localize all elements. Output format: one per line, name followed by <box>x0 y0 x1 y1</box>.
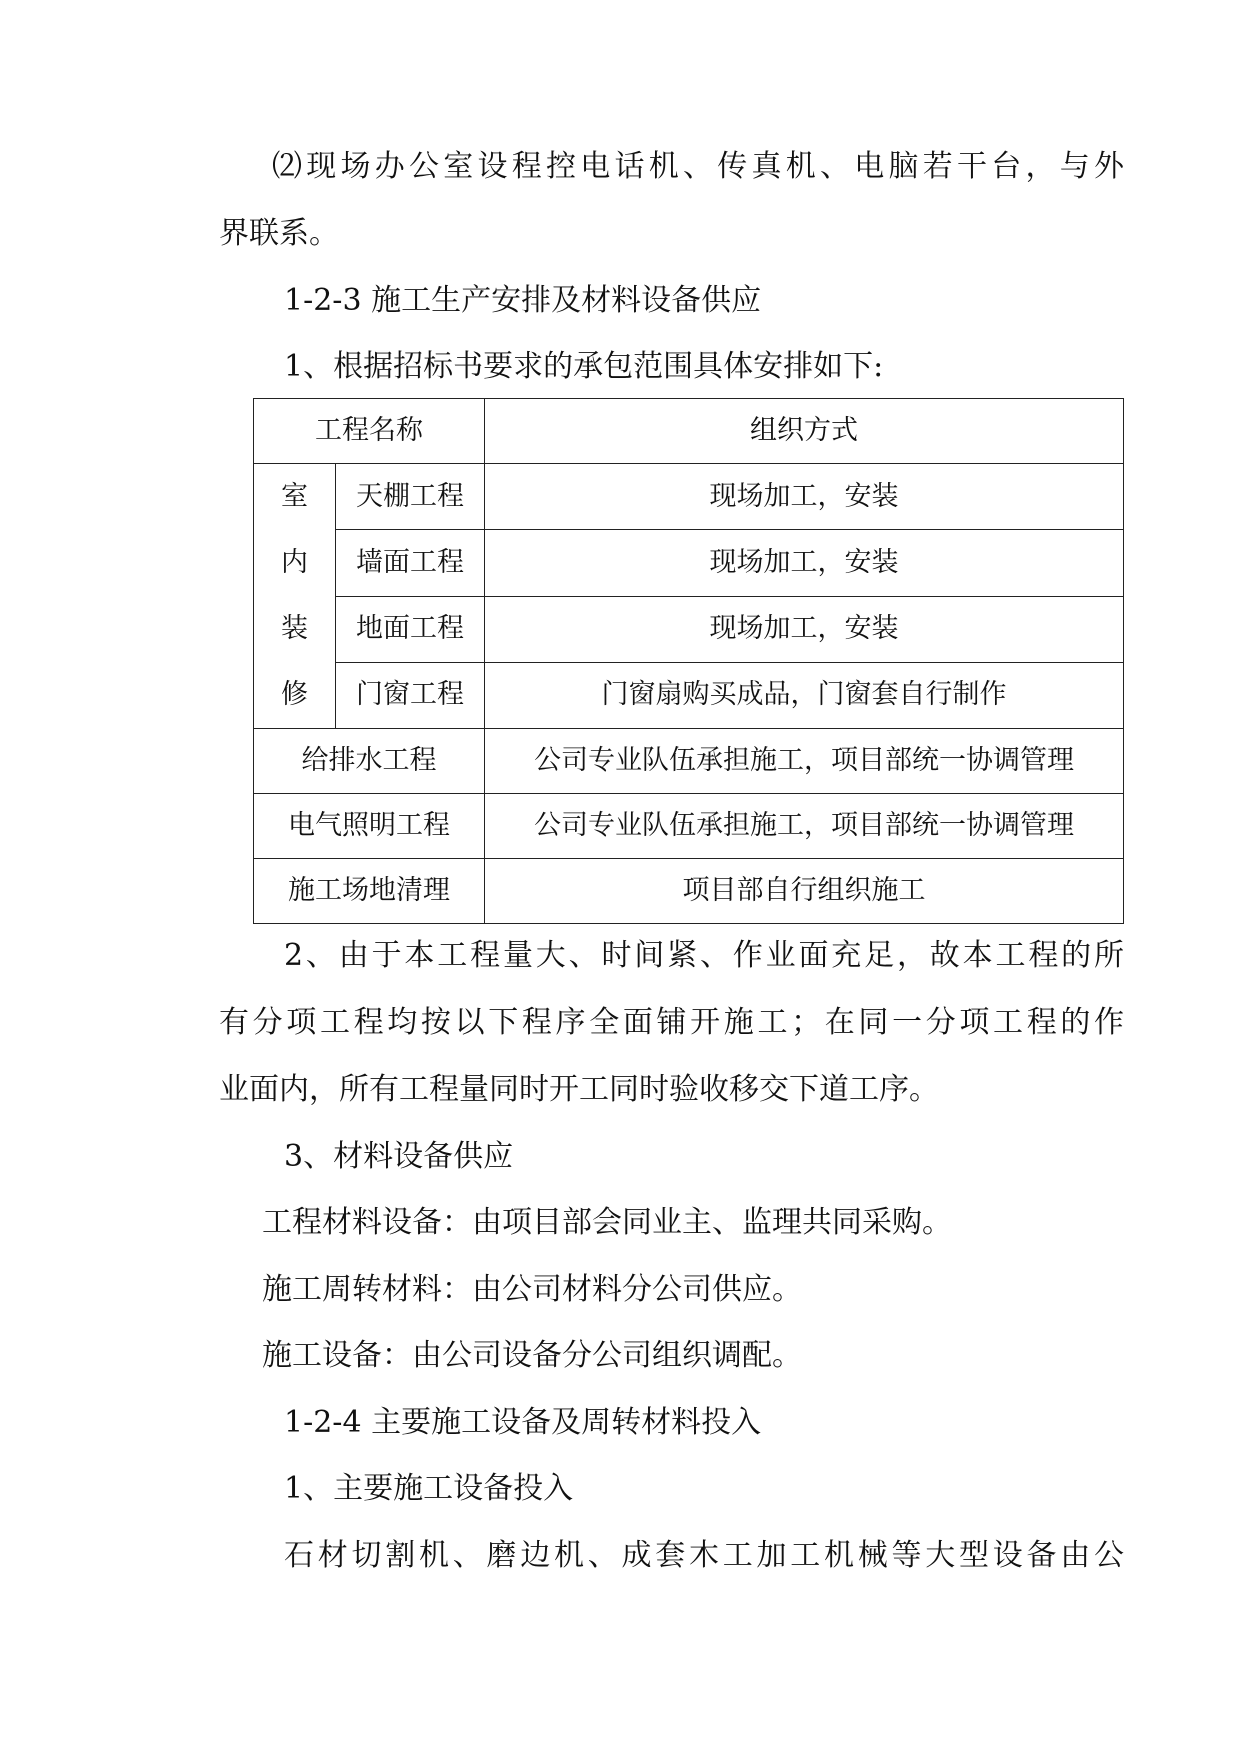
table-row <box>254 464 1124 530</box>
table-cell-method: 公司专业队伍承担施工，项目部统一协调管理 <box>485 729 1124 794</box>
table-cell-name: 施工场地清理 <box>254 859 485 924</box>
group-char: 装 <box>281 613 308 644</box>
subsection-arrangement: 1、根据招标书要求的承包范围具体安排如下: <box>284 349 884 384</box>
paragraph-sequence-line1: 2、由于本工程量大、时间紧、作业面充足，故本工程的所 <box>284 938 1124 973</box>
table-row <box>254 729 1124 794</box>
table-cell-name: 天棚工程 <box>336 464 485 530</box>
material-item-construction-equipment: 施工设备：由公司设备分公司组织调配。 <box>262 1338 802 1373</box>
table-header-row <box>254 399 1124 464</box>
table-row <box>254 596 1124 662</box>
table-row <box>254 662 1124 728</box>
table-cell-method: 现场加工，安装 <box>485 464 1124 530</box>
interior-decoration-group-label <box>254 464 336 729</box>
table-cell-method: 门窗扇购买成品，门窗套自行制作 <box>485 662 1124 728</box>
section-heading-1-2-3: 1-2-3 施工生产安排及材料设备供应 <box>284 283 762 318</box>
arrangement-table <box>253 398 1124 924</box>
table-row <box>254 530 1124 596</box>
table-row <box>254 859 1124 924</box>
table-cell-method: 现场加工，安装 <box>485 530 1124 596</box>
section-heading-1-2-4: 1-2-4 主要施工设备及周转材料投入 <box>284 1405 762 1440</box>
paragraph-communication-line1: ⑵现场办公室设程控电话机、传真机、电脑若干台，与外 <box>272 149 1124 184</box>
subsection-material-supply: 3、材料设备供应 <box>284 1139 514 1174</box>
table-cell-name: 给排水工程 <box>254 729 485 794</box>
group-char: 室 <box>281 481 308 512</box>
table-cell-name: 电气照明工程 <box>254 794 485 859</box>
table-cell-name: 门窗工程 <box>336 662 485 728</box>
paragraph-communication-line2: 界联系。 <box>219 216 339 251</box>
paragraph-sequence-line3: 业面内，所有工程量同时开工同时验收移交下道工序。 <box>219 1072 939 1107</box>
table-cell-name: 墙面工程 <box>336 530 485 596</box>
group-char: 修 <box>281 679 308 710</box>
paragraph-sequence-line2: 有分项工程均按以下程序全面铺开施工；在同一分项工程的作 <box>219 1005 1124 1040</box>
table-cell-method: 现场加工，安装 <box>485 596 1124 662</box>
table-cell-name: 地面工程 <box>336 596 485 662</box>
subsection-main-equipment: 1、主要施工设备投入 <box>284 1471 574 1506</box>
header-organization-method: 组织方式 <box>485 399 1124 464</box>
header-project-name: 工程名称 <box>254 399 485 464</box>
material-item-equipment: 工程材料设备：由项目部会同业主、监理共同采购。 <box>262 1205 952 1240</box>
table-cell-method: 项目部自行组织施工 <box>485 859 1124 924</box>
paragraph-equipment-list: 石材切割机、磨边机、成套木工加工机械等大型设备由公 <box>284 1538 1124 1573</box>
material-item-turnover: 施工周转材料：由公司材料分公司供应。 <box>262 1272 802 1307</box>
group-char: 内 <box>281 547 308 578</box>
table-cell-method: 公司专业队伍承担施工，项目部统一协调管理 <box>485 794 1124 859</box>
table-row <box>254 794 1124 859</box>
